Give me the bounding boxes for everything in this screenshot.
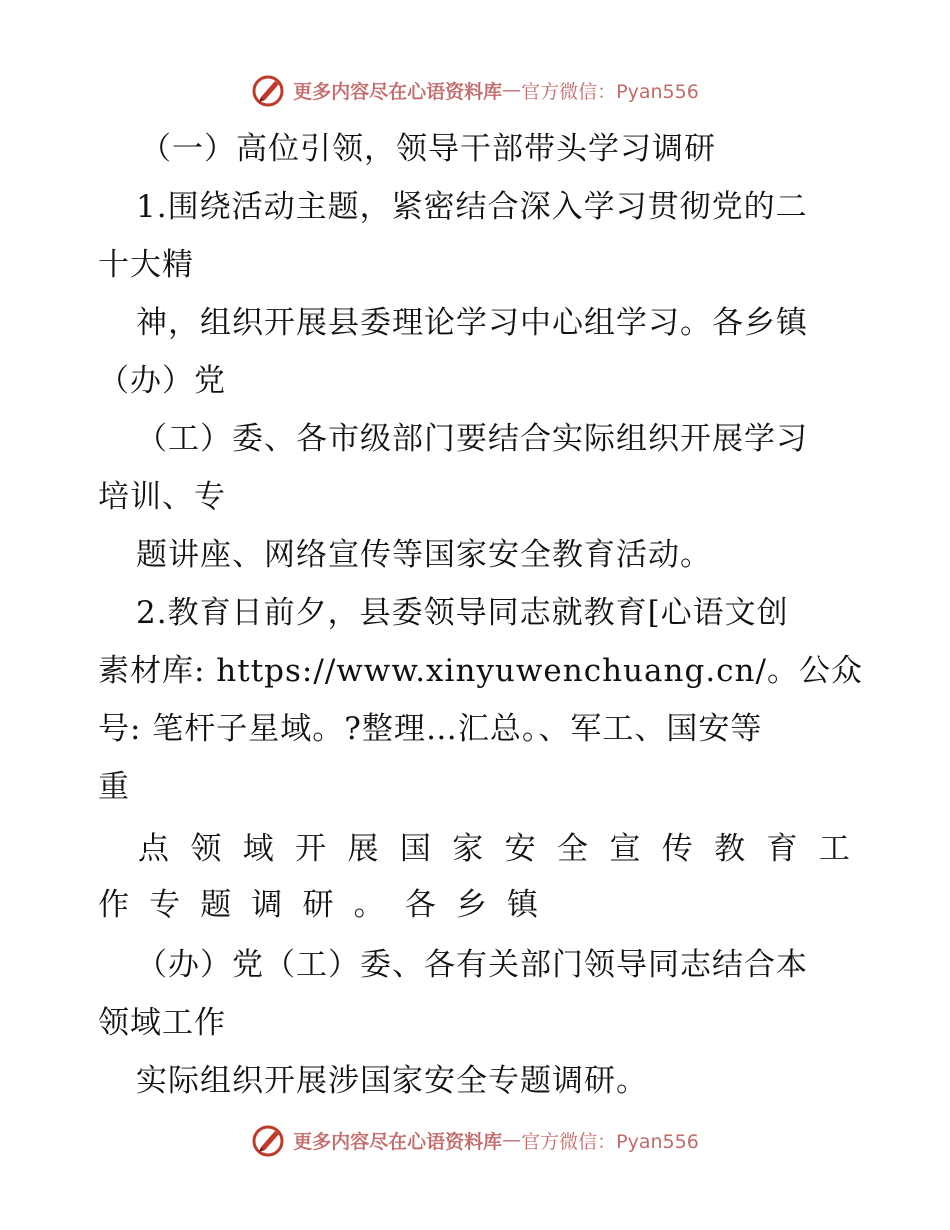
spread-char: 乡 bbox=[455, 887, 487, 923]
spread-line-1 bbox=[138, 820, 850, 878]
paragraph-line: 号: 笔杆子星域。?整理…汇总。、军工、国安等 bbox=[98, 711, 763, 747]
spread-char: 传 bbox=[661, 831, 693, 867]
paragraph-line: （办）党（工）委、各有关部门领导同志结合本 bbox=[136, 947, 808, 983]
header-banner bbox=[0, 70, 950, 110]
paragraph-line: 十大精 bbox=[98, 247, 194, 283]
spread-char: 领 bbox=[190, 831, 222, 867]
pen-logo-icon bbox=[251, 1123, 287, 1157]
paragraph-line: 领域工作 bbox=[98, 1005, 226, 1041]
paragraph-line: 神，组织开展县委理论学习中心组学习。各乡镇 bbox=[136, 305, 808, 341]
paragraph-line: 实际组织开展涉国家安全专题调研。 bbox=[136, 1063, 648, 1099]
spread-char: 全 bbox=[557, 831, 588, 867]
paragraph-line: 素材库: https://www.xinyuwenchuang.cn/。公众 bbox=[98, 653, 863, 689]
paragraph-line: （工）委、各市级部门要结合实际组织开展学习 bbox=[136, 421, 808, 457]
spread-char: 研 bbox=[302, 887, 334, 923]
spread-char: 安 bbox=[504, 831, 536, 867]
spread-char: 宣 bbox=[609, 831, 641, 867]
spread-line-2 bbox=[98, 876, 538, 934]
header-banner-wechat: 官方微信：Pyan556 bbox=[521, 80, 699, 103]
spread-char: 作 bbox=[98, 887, 129, 923]
spread-char: 各 bbox=[404, 887, 436, 923]
header-banner-text: 更多内容尽在心语资料库 bbox=[293, 80, 503, 103]
spread-char: 点 bbox=[138, 831, 169, 867]
spread-char: 开 bbox=[295, 831, 327, 867]
footer-banner-wechat: 官方微信：Pyan556 bbox=[521, 1130, 699, 1153]
spread-char: 题 bbox=[200, 887, 232, 923]
spread-char: 展 bbox=[347, 831, 379, 867]
spread-char: 国 bbox=[399, 831, 431, 867]
spread-char: 镇 bbox=[507, 887, 538, 923]
header-banner-separator: — bbox=[502, 79, 522, 101]
spread-char: 。 bbox=[353, 887, 385, 923]
spread-char: 育 bbox=[766, 831, 798, 867]
paragraph-line: 重 bbox=[98, 769, 130, 805]
spread-char: 工 bbox=[818, 831, 850, 867]
paragraph-line: 培训、专 bbox=[98, 479, 226, 515]
spread-char: 专 bbox=[149, 887, 181, 923]
spread-char: 域 bbox=[242, 831, 274, 867]
paragraph-line: 题讲座、网络宣传等国家安全教育活动。 bbox=[136, 537, 712, 573]
spread-char: 调 bbox=[251, 887, 283, 923]
pen-logo-icon bbox=[251, 73, 287, 107]
footer-banner-separator: — bbox=[502, 1129, 522, 1151]
section-heading: （一）高位引领，领导干部带头学习调研 bbox=[140, 131, 716, 167]
paragraph-line: 1.围绕活动主题，紧密结合深入学习贯彻党的二 bbox=[136, 189, 808, 225]
spread-char: 教 bbox=[714, 831, 746, 867]
spread-char: 家 bbox=[452, 831, 484, 867]
footer-banner-text: 更多内容尽在心语资料库 bbox=[293, 1130, 503, 1153]
footer-banner bbox=[0, 1120, 950, 1160]
paragraph-line: （办）党 bbox=[98, 363, 226, 399]
paragraph-line: 2.教育日前夕，县委领导同志就教育[心语文创 bbox=[136, 595, 789, 631]
